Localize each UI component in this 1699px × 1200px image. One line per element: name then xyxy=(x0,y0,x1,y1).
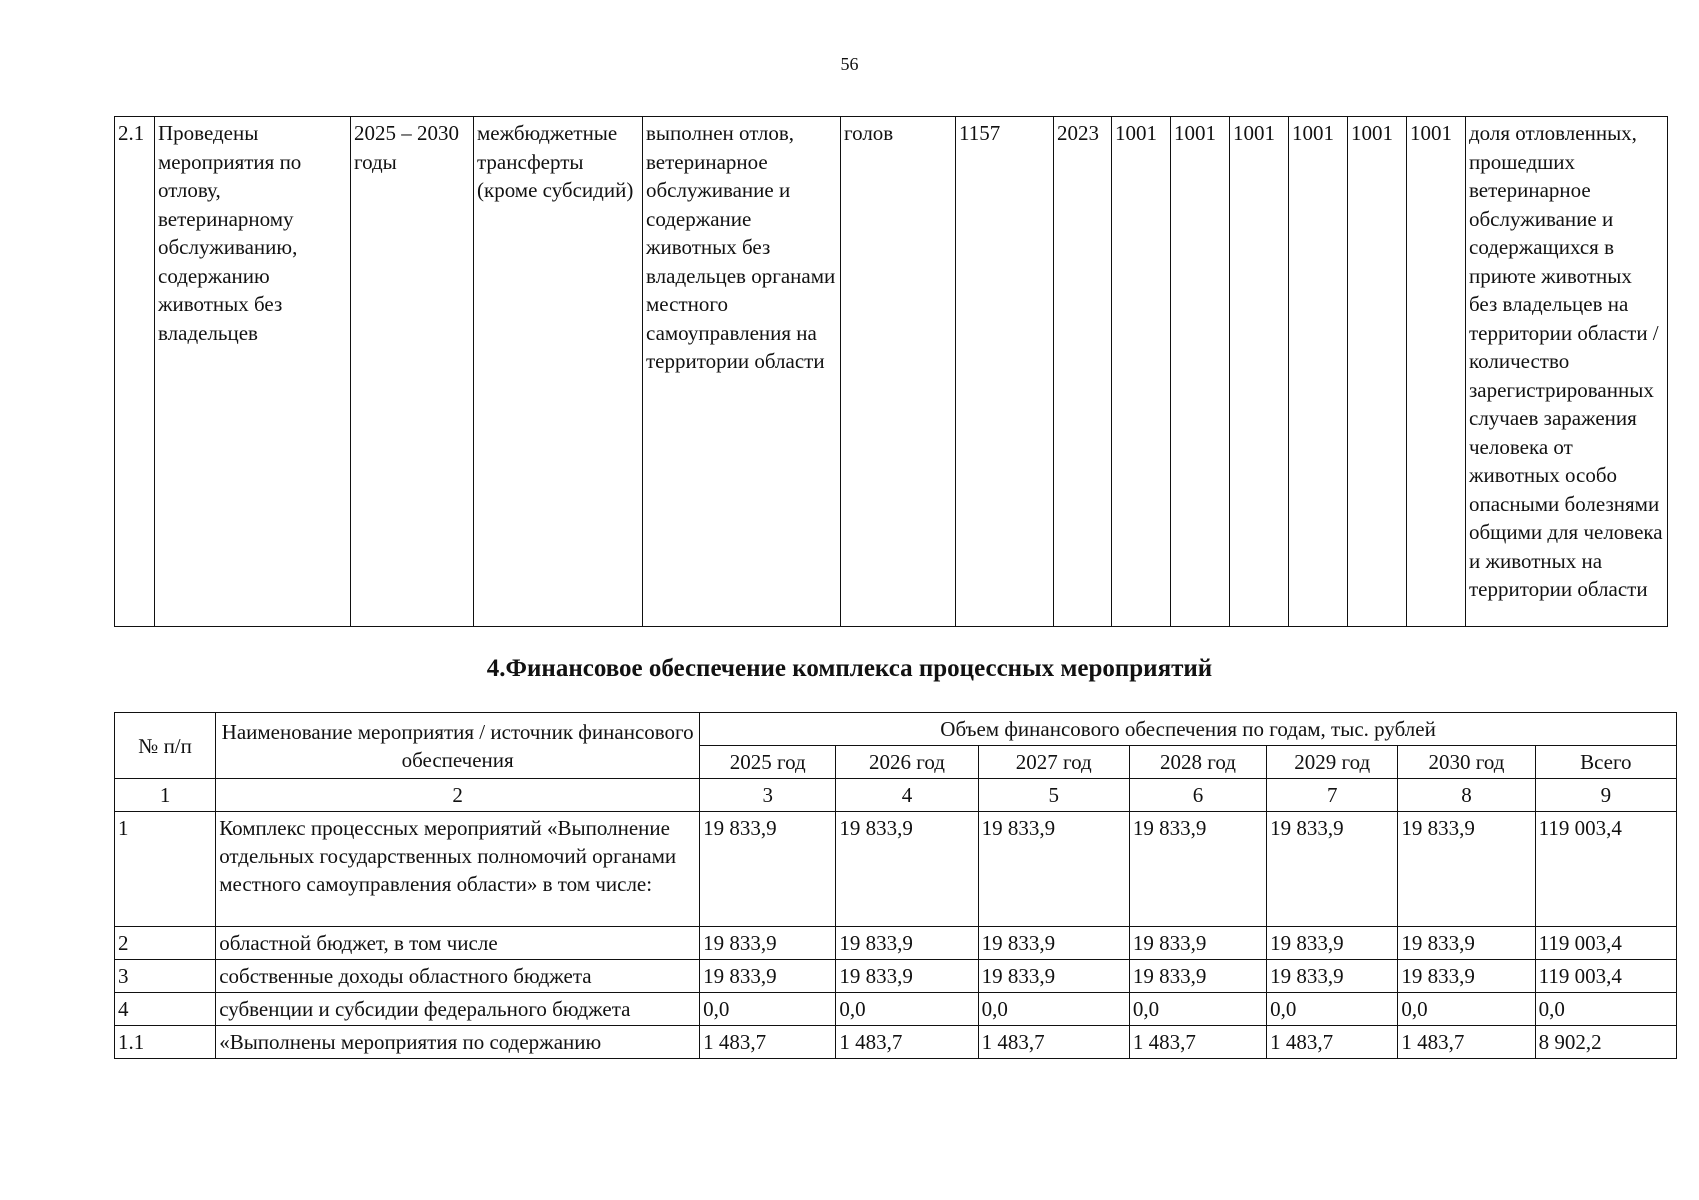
header-num: № п/п xyxy=(115,713,216,779)
header-year: 2026 год xyxy=(836,746,978,779)
header-total: Всего xyxy=(1535,746,1676,779)
value-cell: 19 833,9 xyxy=(836,812,978,927)
value-cell: 19 833,9 xyxy=(1398,927,1535,960)
col-number: 9 xyxy=(1535,779,1676,812)
header-year: 2027 год xyxy=(978,746,1129,779)
value-cell: 0,0 xyxy=(1129,993,1266,1026)
indicator-link: доля отловленных, прошедших ветеринарное обслуживание и содержащихся в приюте животных без владельцев на территории области / количество зарегистрированных случаев заражения человека от животных особо опасными болезнями общими для человека и животных на территории области xyxy=(1466,117,1668,627)
characteristic: выполнен отлов, ветеринарное обслуживание и содержание животных без владельцев органами местного самоуправления на территории области xyxy=(643,117,841,627)
measure-name: Проведены мероприятия по отлову, ветеринарному обслуживанию, содержанию животных без владельцев xyxy=(155,117,351,627)
measure-type: межбюджетные трансферты (кроме субсидий) xyxy=(474,117,643,627)
value-cell: 19 833,9 xyxy=(700,812,836,927)
value-cell: 19 833,9 xyxy=(978,812,1129,927)
col-number: 4 xyxy=(836,779,978,812)
value-cell: 1 483,7 xyxy=(978,1026,1129,1059)
value-cell: 19 833,9 xyxy=(836,960,978,993)
table-row xyxy=(115,117,1668,627)
value-cell: 1001 xyxy=(1112,117,1171,627)
value-cell: 19 833,9 xyxy=(1129,927,1266,960)
table-row xyxy=(115,993,1677,1026)
table-row xyxy=(115,960,1677,993)
col-number: 7 xyxy=(1267,779,1398,812)
total-cell: 0,0 xyxy=(1535,993,1676,1026)
value-cell: 1001 xyxy=(1348,117,1407,627)
total-cell: 119 003,4 xyxy=(1535,927,1676,960)
total-cell: 119 003,4 xyxy=(1535,960,1676,993)
value-cell: 0,0 xyxy=(1398,993,1535,1026)
col-number: 8 xyxy=(1398,779,1535,812)
row-number: 3 xyxy=(115,960,216,993)
col-number: 2 xyxy=(216,779,700,812)
header-year: 2025 год xyxy=(700,746,836,779)
value-cell: 1001 xyxy=(1171,117,1230,627)
total-cell: 119 003,4 xyxy=(1535,812,1676,927)
period: 2025 – 2030 годы xyxy=(351,117,474,627)
value-cell: 19 833,9 xyxy=(1267,812,1398,927)
unit: голов xyxy=(841,117,956,627)
value-cell: 1 483,7 xyxy=(700,1026,836,1059)
row-number: 4 xyxy=(115,993,216,1026)
value-cell: 19 833,9 xyxy=(1398,812,1535,927)
header-year: 2029 год xyxy=(1267,746,1398,779)
value-cell: 19 833,9 xyxy=(836,927,978,960)
row-number: 2 xyxy=(115,927,216,960)
row-name: Комплекс процессных мероприятий «Выполнение отдельных государственных полномочий органами местного самоуправления области» в том числе: xyxy=(216,812,700,927)
value-cell: 1001 xyxy=(1289,117,1348,627)
col-number: 5 xyxy=(978,779,1129,812)
value-cell: 19 833,9 xyxy=(1267,960,1398,993)
col-number: 1 xyxy=(115,779,216,812)
value-cell: 1 483,7 xyxy=(836,1026,978,1059)
page-number: 56 xyxy=(840,54,859,74)
value-cell: 19 833,9 xyxy=(1398,960,1535,993)
value-cell: 0,0 xyxy=(700,993,836,1026)
header-row xyxy=(115,713,1677,746)
header-volume: Объем финансового обеспечения по годам, тыс. рублей xyxy=(700,713,1677,746)
value-cell: 19 833,9 xyxy=(978,960,1129,993)
column-numbers-row xyxy=(115,779,1677,812)
col-number: 6 xyxy=(1129,779,1266,812)
total-cell: 8 902,2 xyxy=(1535,1026,1676,1059)
row-number: 2.1 xyxy=(115,117,155,627)
table-row xyxy=(115,927,1677,960)
value-cell: 19 833,9 xyxy=(700,960,836,993)
base-year: 2023 xyxy=(1054,117,1112,627)
value-cell: 19 833,9 xyxy=(978,927,1129,960)
value-cell: 1001 xyxy=(1407,117,1466,627)
col-number: 3 xyxy=(700,779,836,812)
value-cell: 19 833,9 xyxy=(1129,960,1266,993)
header-year: 2028 год xyxy=(1129,746,1266,779)
value-cell: 19 833,9 xyxy=(700,927,836,960)
row-name: субвенции и субсидии федерального бюджета xyxy=(216,993,700,1026)
value-cell: 0,0 xyxy=(978,993,1129,1026)
row-name: собственные доходы областного бюджета xyxy=(216,960,700,993)
value-cell: 1 483,7 xyxy=(1129,1026,1266,1059)
value-cell: 0,0 xyxy=(836,993,978,1026)
header-year: 2030 год xyxy=(1398,746,1535,779)
value-cell: 1 483,7 xyxy=(1267,1026,1398,1059)
row-number: 1.1 xyxy=(115,1026,216,1059)
table-row xyxy=(115,812,1677,927)
row-name: «Выполнены мероприятия по содержанию xyxy=(216,1026,700,1059)
value-cell: 19 833,9 xyxy=(1129,812,1266,927)
row-number: 1 xyxy=(115,812,216,927)
base-value: 1157 xyxy=(956,117,1054,627)
value-cell: 1001 xyxy=(1230,117,1289,627)
table-row xyxy=(115,1026,1677,1059)
finance-table xyxy=(114,712,1677,1059)
header-name: Наименование мероприятия / источник финансового обеспечения xyxy=(216,713,700,779)
value-cell: 19 833,9 xyxy=(1267,927,1398,960)
section-title: 4.Финансовое обеспечение комплекса процессных мероприятий xyxy=(486,655,1213,682)
results-table xyxy=(114,116,1668,627)
value-cell: 1 483,7 xyxy=(1398,1026,1535,1059)
value-cell: 0,0 xyxy=(1267,993,1398,1026)
row-name: областной бюджет, в том числе xyxy=(216,927,700,960)
